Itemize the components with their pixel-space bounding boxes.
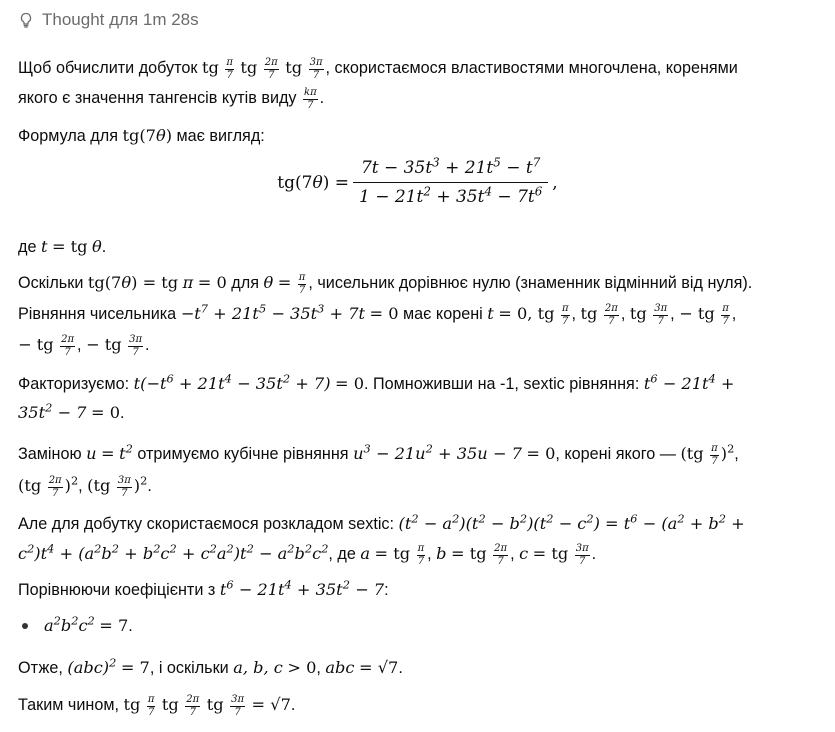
paragraph-t-definition: де t = tg θ. (18, 237, 107, 256)
paragraph-sextic-line2: $c^2)t^4 + (a^2b^2 + b^2c^2 + c^2a^2)t^2 - a^2b^2c^2$, де a = tg $\frac{\pi}{7}$ , b = tg $\frac{2\pi}{7}$ , c = tg $\frac{3\pi}{7}$ . (18, 541, 597, 567)
paragraph-formula-intro: Формула для tg(7θ) має вигляд: (18, 126, 265, 145)
paragraph-cubic-line2: (tg $\frac{2\pi}{7}$ )$^2$, (tg $\frac{3\pi}{7}$ )$^2$. (18, 473, 152, 499)
bullet-icon (22, 623, 28, 629)
paragraph-factor-line2: $35t^2 - 7 = 0$. (18, 400, 125, 422)
paragraph-factor-line1: Факторизуємо: $t(-t^6 + 21t^4 - 35t^2 + 7) = 0$. Помноживши на -1, sextic рівняння: $t^6 - 21t^4$ + (18, 371, 735, 393)
paragraph-cubic-line1: Заміною $u = t^2$ отримуємо кубічне рівняння $u^3 - 21u^2 + 35u - 7 = 0$, корені якого — (tg $\frac{\pi}{7}$ )$^2$, (18, 441, 739, 467)
paragraph-conclusion: Таким чином, tg $\frac{\pi}{7}$ tg $\frac{2\pi}{7}$ tg $\frac{3\pi}{7}$ = √7. (18, 693, 296, 718)
paragraph-intro-line2: якого є значення тангенсів кутів виду $\frac{k\pi}{7}$ . (18, 86, 325, 111)
lightbulb-icon (18, 12, 34, 28)
paragraph-intro-line1: Щоб обчислити добуток tg $\frac{\pi}{7}$ tg $\frac{2\pi}{7}$ tg $\frac{3\pi}{7}$ , скористаємося властивостями многочлена, коренями (18, 56, 738, 81)
paragraph-compare: Порівнюючи коефіцієнти з $t^6 - 21t^4 + 35t^2 - 7$: (18, 577, 389, 599)
paragraph-therefore: Отже, (abc)$^2$ = 7, і оскільки a, b, c > 0, abc = √7. (18, 655, 403, 677)
paragraph-reason-line2: Рівняння чисельника $-t^7 + 21t^5 - 35t^3 + 7t = 0$ має корені t = 0, tg $\frac{\pi}{7}$ , tg $\frac{2\pi}{7}$ , tg $\frac{3\pi}{7}$ , − tg $\frac{\pi}{7}$ , (18, 301, 737, 327)
paragraph-sextic-line1: Але для добутку скористаємося розкладом sextic: $(t^2 - a^2)(t^2 - b^2)(t^2 - c^2) = t^6 - (a^2 + b^2$ + (18, 511, 745, 533)
display-formula: tg(7 θ ) = $\frac{7t - 35t^3 + 21t^5 - t^7}{1 - 21t^2 + 35t^4 - 7t^6}$ , (277, 155, 558, 207)
thought-toggle[interactable] (18, 10, 199, 30)
paragraph-reason-line3: − tg $\frac{2\pi}{7}$ , − tg $\frac{3\pi}{7}$ . (18, 333, 150, 358)
thought-label: Thought для 1m 28s (42, 10, 199, 29)
list-item-product: $a^2b^2c^2 = 7$. (44, 613, 133, 635)
paragraph-reason-line1: Оскільки tg(7θ) = tg π = 0 для θ = $\frac{\pi}{7}$ , чисельник дорівнює нулю (знаменник відмінний від нуля). (18, 271, 753, 296)
